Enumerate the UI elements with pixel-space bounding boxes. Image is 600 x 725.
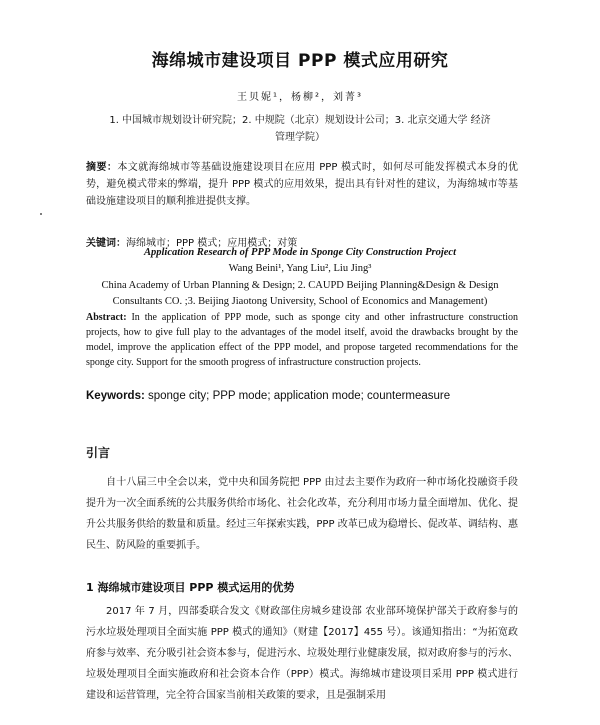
margin-mark [40,213,42,215]
section1-heading: 1 海绵城市建设项目 PPP 模式运用的优势 [86,581,295,594]
paper-title-en: Application Research of PPP Mode in Sponge City Construction Project [144,247,456,258]
abstract-en [86,310,518,370]
affiliations-en: China Academy of Urban Planning & Design; 2. CAUPD Beijing Planning&Design & Design Consultants CO. ;3. Beijing Jiaotong University, School of Economics and Management) [101,280,499,307]
intro-body [86,472,518,556]
paper-title-cn: 海绵城市建设项目 PPP 模式应用研究 [151,51,449,71]
keywords-en-text: sponge city; PPP mode; application mode; countermeasure [148,390,451,402]
abstract-en-text: In the application of PPP mode, such as sponge city and other infrastructure construction projects, how to give full play to the advantages of the model itself, avoid the drawbacks brought by the model, improve the application effect of the PPP model, and propose targeted recommendations for the sponge city. Support for the smooth progress of infrastructure construction projects. [86,312,518,368]
section1-body [86,601,518,706]
abstract-cn-text: 本文就海绵城市等基础设施建设项目在应用 PPP 模式时，如何尽可能发挥模式本身的优势，避免模式带来的弊端，提升 PPP 模式的应用效果，提出具有针对性的建议，为海绵城市等基础设施建设项目的顺利推进提供支撑。 [86,162,519,207]
intro-heading: 引言 [86,446,111,460]
abstract-cn [86,159,518,210]
section1-paragraph: 2017 年 7 月，四部委联合发文《财政部住房城乡建设部 农业部环境保护部关于政府参与的污水垃圾处理项目全面实施 PPP 模式的通知》（财建【2017】455 号）。该通知指出：“为拓宽政府参与效率、充分吸引社会资本参与，促进污水、垃圾处理行业健康发展，拟对政府参与的污水、垃圾处理项目全面实施政府和社会资本合作（PPP）模式。海绵城市建设项目采用 PPP 模式进行建设和运营管理，完全符合国家当前相关政策的要求，且是强制采用 [86,606,518,701]
keywords-cn-label: 关键词： [86,238,126,249]
keywords-en [86,390,518,402]
authors-cn: 王贝妮¹，杨柳²，刘菁³ [236,92,364,103]
keywords-cn-text: 海绵城市；PPP 模式；应用模式；对策 [126,238,298,249]
intro-paragraph: 自十八届三中全会以来，党中央和国务院把 PPP 由过去主要作为政府一种市场化投融资手段提升为一次全面系统的公共服务供给市场化、社会化改革，充分利用市场力量全面增加、优化、提升公共服务供给的数量和质量。经过三年探索实践，PPP 改革已成为稳增长、促改革、调结构、惠民生、防风险的重要抓手。 [86,477,518,551]
abstract-en-label: Abstract: [86,312,127,323]
authors-en: Wang Beini¹, Yang Liu², Liu Jing³ [228,263,372,274]
keywords-en-label: Keywords: [86,390,145,402]
abstract-cn-label: 摘要： [86,162,118,173]
affiliations-cn: 1. 中国城市规划设计研究院；2. 中规院（北京）规划设计公司；3. 北京交通大学 经济管理学院） [109,115,491,143]
